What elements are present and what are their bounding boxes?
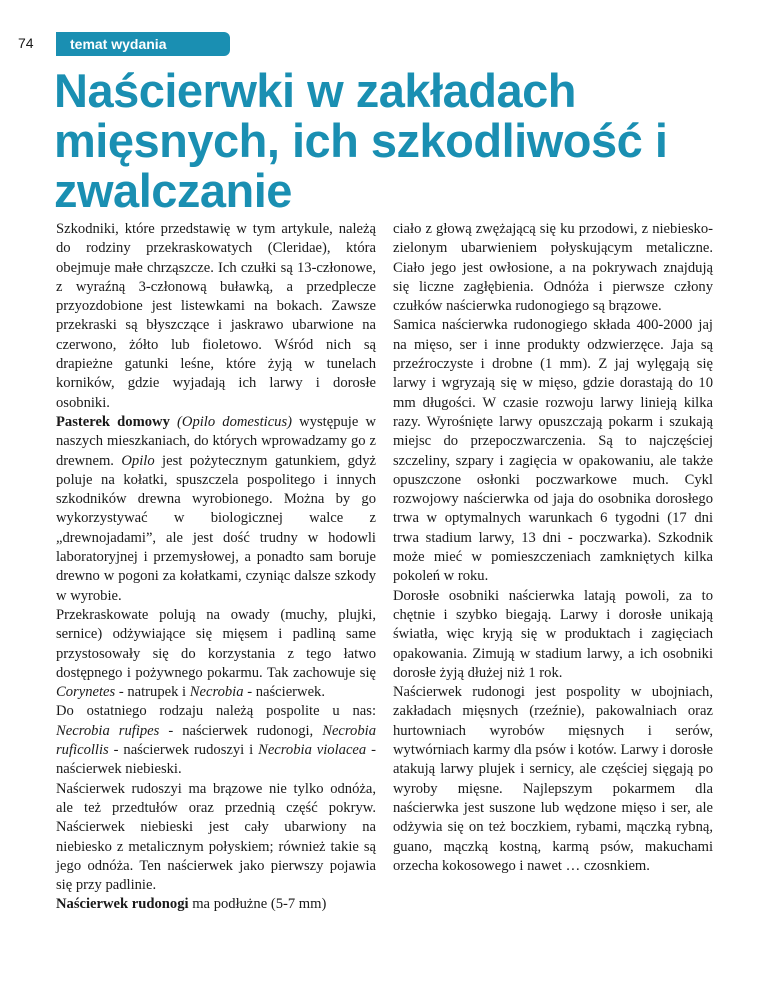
paragraph: Naścierwek rudonogi ma podłużne (5-7 mm) [56,896,327,913]
latin-name: Necrobia ruficollis [56,722,376,759]
paragraph: Przekraskowate polują na owady (muchy, plujki, sernice) odżywiające się mięsem i padliną same przystosowały się do korzystania z tego łatwo dostępnego i pożywnego pokarmu. Tak zachowuje się Corynetes - natrupek i Necrobia - naścierwek. [56,606,376,701]
paragraph: Naścierwek rudonogi jest pospolity w ubojniach, zakładach mięsnych (rzeźnie), pakowalniach oraz hurtowniach wyrobów mięsnych i serów, wytwórniach karmy dla psów i kotów. Larwy i dorosłe atakują larwy plujek i sernicy, ale częściej sięgają po wyroby mięsne. Najlepszym pokarmem dla naścierwka jest suszone lub wędzone mięso i ser, ale odżywia się on też boczkiem, rybami, mączką rybną, guano, mączką kostną, karmą psów, makuchami orzecha kokosowego i nawet … czosnkiem. [393,684,713,874]
latin-name: Necrobia [189,684,244,701]
latin-name: Necrobia violacea [258,742,367,759]
paragraph: Samica naścierwka rudonogiego składa 400-2000 jaj na mięso, ser i inne produkty odzwierzęce. Jaja są przeźroczyste i drobne (1 mm). Z jaj wylęgają się larwy i wgryzają się w mięso, gdzie dorastają do 10 mm długości. W czasie rozwoju larwy linieją kilka razy. Wyrośnięte larwy opuszczają pokarm i szukają miejsc do przepoczwarczenia. Są to najczęściej szczeliny, szpary i zagięcia w opakowaniu, ale także opuszczone osłonki poczwarkowe much. Cykl rozwojowy naścierwka od jaja do osobnika dorosłego trwa w optymalnych warunkach 6 tygodni (17 dni trwa stadium larwy, 13 dni - poczwarka). Szkodnik może mieć w pomieszczeniach zamkniętych kilka pokoleń w roku. [393,317,713,585]
paragraph: Dorosłe osobniki naścierwka latają powoli, za to chętnie i szybko biegają. Larwy i dorosłe unikają światła, więc kryją się w produktach i zagięciach opakowania. Zimują w stadium larwy, a ich osobniki dorosłe żyją dłużej niż 1 rok. [393,587,713,681]
paragraph: ciało z głową zwężającą się ku przodowi, z niebiesko-zielonym ubarwieniem połyskującym metaliczne. Ciało jego jest owłosione, a na pokrywach znajdują się liczne zagłębienia. Odnóża i pierwsze człony czułków naścierwka rudonogiego są brązowe. [393,221,713,315]
paragraph: Szkodniki, które przedstawię w tym artykule, należą do rodziny przekraskowatych (Cleridae), która obejmuje małe chrząszcze. Ich czułki są 13-członowe, z wyraźną 3-członową buławką, a przedplecze przyozdobione jest listewkami na bokach. Zawsze przekraski są błyszczące i jaskrawo ubarwione na czerwono, żółto lub fioletowo. Wśród nich są drapieżne gatunki leśne, które żyją w tunelach korników, gdzie wyjadają ich larwy i dorosłe osobniki. [56,221,376,411]
species-name: Naścierwek rudonogi [56,896,189,913]
latin-name: (Opilo domesticus) [177,413,293,430]
section-label: temat wydania [56,32,230,56]
paragraph: Do ostatniego rodzaju należą pospolite u nas: Necrobia rufipes - naścierwek rudonogi, Necrobia ruficollis - naścierwek rudoszyi i Necrobia violacea - naścierwek niebieski. [56,703,376,778]
article-title: Naścierwki w zakładach mięsnych, ich szkodliwość i zwalczanie [54,64,668,217]
article-column-left [56,220,376,915]
latin-name: Opilo [121,452,155,469]
page-number: 74 [18,35,34,51]
species-name: Pasterek domowy [56,413,170,430]
article-column-right [393,220,713,876]
paragraph: Pasterek domowy (Opilo domesticus) występuje w naszych mieszkaniach, do których wprowadzamy go z drewnem. Opilo jest pożytecznym gatunkiem, gdyż poluje na kołatki, spuszczela pospolitego i innych szkodników drewna wyrobionego. Można by go wykorzystywać w biologicznej walce z „drewnojadami”, ale jest dość trudny w hodowli laboratoryjnej i przemysłowej, a ponadto sam boruje drewno w pogoni za kołatkami, czyniąc dalsze szkody w wyrobie. [56,413,377,604]
latin-name: Corynetes [56,684,116,701]
latin-name: Necrobia rufipes [56,722,160,739]
paragraph: Naścierwek rudoszyi ma brązowe nie tylko odnóża, ale też przedtułów oraz przednią część pokryw. Naścierwek niebieski jest cały ubarwiony na niebiesko z metalicznym połyskiem; również takie są jego odnóża. Ten naścierwek jako pierwszy pojawia się przy padlinie. [56,780,376,894]
